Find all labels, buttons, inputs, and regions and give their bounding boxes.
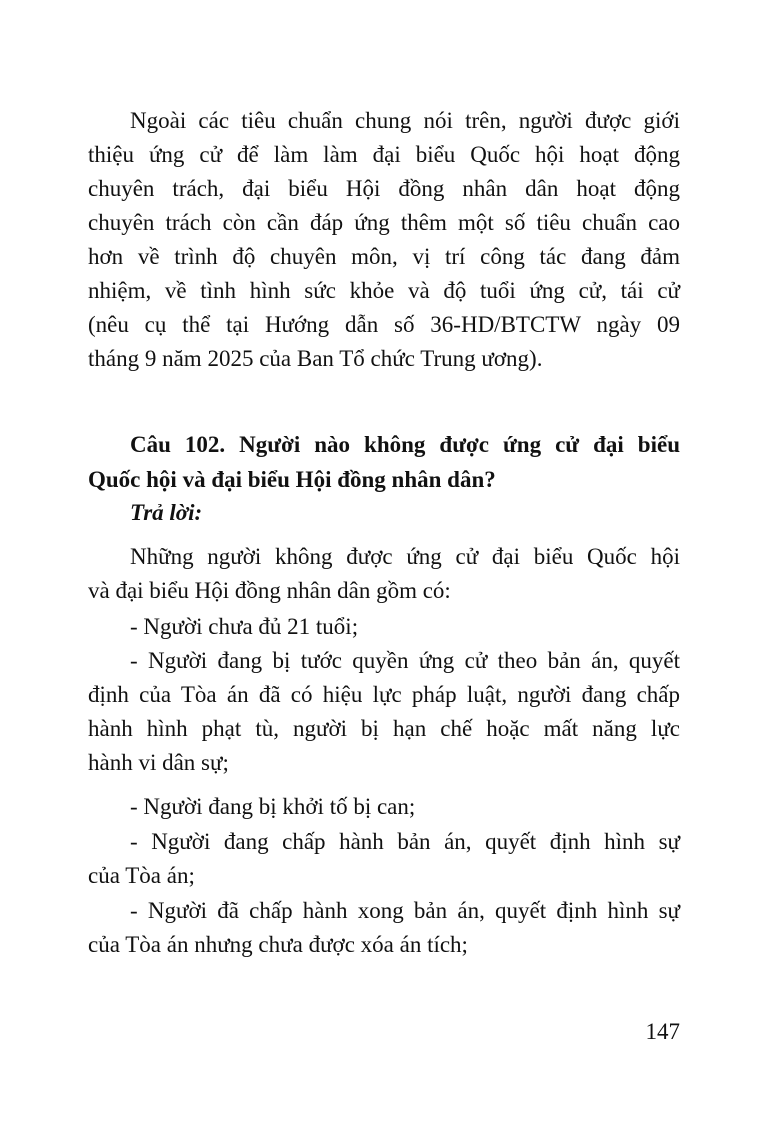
text-line: - Người đang bị khởi tố bị can; [130,794,416,819]
text-line: của Tòa án; [88,863,195,888]
heading-line: Câu 102. Người nào không được ứng cử đại biểu [130,432,680,457]
text-line: định của Tòa án đã có hiệu lực pháp luật, người đang chấp [88,682,680,707]
text-line: - Người đang bị tước quyền ứng cử theo bản án, quyết [130,648,680,673]
text-line: thiệu ứng cử để làm làm đại biểu Quốc hội hoạt động [88,142,680,167]
text-line: của Tòa án nhưng chưa được xóa án tích; [88,932,468,957]
text-line: hành vi dân sự; [88,750,229,775]
text-line: - Người đã chấp hành xong bản án, quyết định hình sự [130,898,680,923]
text-line: tháng 9 năm 2025 của Ban Tổ chức Trung ương). [88,346,543,371]
page-number: 147 [645,1019,680,1044]
text-line: - Người chưa đủ 21 tuổi; [130,614,359,639]
text-line: Ngoài các tiêu chuẩn chung nói trên, người được giới [130,108,680,133]
text-line: (nêu cụ thể tại Hướng dẫn số 36-HD/BTCTW ngày 09 [88,312,680,337]
text-line: chuyên trách, đại biểu Hội đồng nhân dân hoạt động [88,176,680,201]
text-line: hành hình phạt tù, người bị hạn chế hoặc mất năng lực [88,716,680,741]
text-line: - Người đang chấp hành bản án, quyết định hình sự [130,829,680,854]
text-line: và đại biểu Hội đồng nhân dân gồm có: [88,578,451,603]
text-line: chuyên trách còn cần đáp ứng thêm một số tiêu chuẩn cao [88,210,680,235]
answer-label: Trả lời: [130,500,203,525]
text-line: Những người không được ứng cử đại biểu Quốc hội [130,544,680,569]
heading-line: Quốc hội và đại biểu Hội đồng nhân dân? [88,467,496,492]
text-line: nhiệm, về tình hình sức khỏe và độ tuổi ứng cử, tái cử [88,278,680,303]
text-line: hơn về trình độ chuyên môn, vị trí công tác đang đảm [88,244,680,269]
